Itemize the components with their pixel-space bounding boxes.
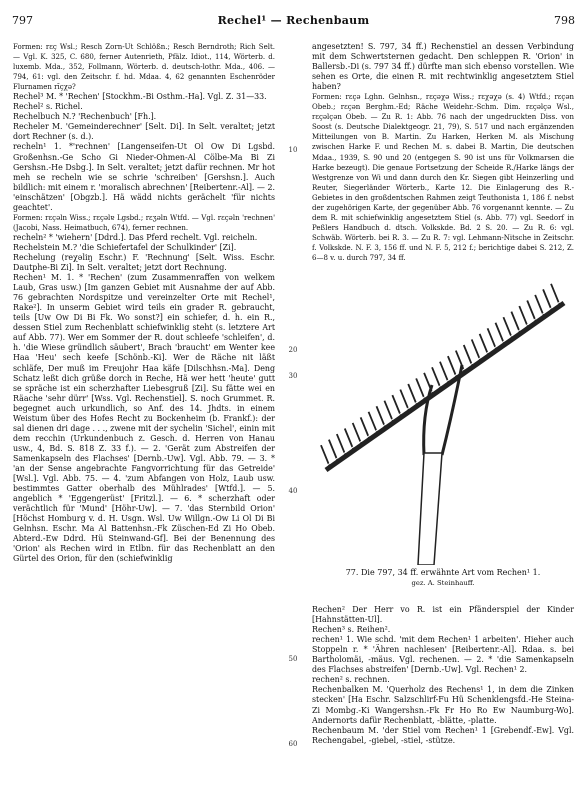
line-number: 60 xyxy=(288,740,298,748)
rake-illustration xyxy=(312,265,574,565)
rake-handle xyxy=(418,453,442,565)
entry-paragraph: Recheler M. 'Gemeinderechner' [Selt. Di]. In Selt. veraltet; jetzt dort Rechner (s. d.). xyxy=(13,122,275,142)
rake-brace xyxy=(442,365,462,455)
entry-paragraph: angesetzten! S. 797, 34 ff.) Rechenstiel an dessen Verbindung mit dem Schwertsternen gedacht. Den schleppen R. 'Orion' in Ballersb.-Di (s. 797 34 ff.) dürfte man sich ebenso vorstellen. Wie sehen es Orte, die einen R. mit rechtwinklig angesetztem Stiel haben? xyxy=(312,42,574,92)
left-column xyxy=(13,42,275,564)
entry-paragraph: Formen: rεçə Lghn. Gelnhsn., rεçəχə Wiss.; rεχəχə (s. 4) Wtfd.; rεçən Obeb.; rεçən Berghm.-Ed; Räche Weidehr.-Schm. Dim. rεçəlçə Wsl., rεçəlçən Obeb. — Zu R. 1: Abb. 76 nach der ungedruckten Diss. von Soost (s. Deutsche Dialektgeogr. 21, 79), S. 517 und nach ergänzenden Mitteilungen von B. Martin. Zu Harken, Herken M. als Mischung zwischen Harke F. und Rechen M. s. dabei B. Martin, Die deutschen Mdaa., 1939, S. 90 und 20 (entgegen S. 90 ist uns für Volkmarsen die Harke bezeugt). Die genaue Fortsetzung der Scheide R./Harke längs der Westgrenze von Wi und dann durch den Kr. Siegen gibt Heinzerling und Reuter, Siegerländer Wörterb., Karte 12. Die Einlagerung des R.-Gebietes in den großdentschen Rahmen zeigt Teuthonista 1, 186 f. nebst der zugehörigen Karte, der gegenüber Abb. 76 vorgenannt kennte. — Zu dem R. mit schiefwinklig angesetztem Stiel (s. Abb. 77) vgl. Seedorf in Peßlers Handbuch d. dtsch. Volkskde. Bd. 2 S. 20. — Zu R. 6: vgl. Schwäb. Wörterb. bei R. 3. — Zu R. 7: vgl. Lehmann-Nitsche in Zeitschr. f. Volkskde. N. F. 3, 156 ff. und N. F. 5, 212 f.; berichtige dabei S. 212, Z. 6—8 v. u. durch 797, 34 ff. xyxy=(312,93,574,262)
entry-paragraph: Rechel² s. Richel. xyxy=(13,102,83,112)
entry-paragraph: Formen: rεç Wsl.; Resch Zorn-Ut Schlößn.; Resch Berndroth; Rich Selt. — Vgl. K. 325, C. 680, ferner Autenrieth, Pfälz. Idiot., 114, Wörterb. d. luxemb. Mda., 352, Follmann, Wörterb. d. deutsch-lothr. Mda., 406. — 794, 61: vgl. den Zeitschr. f. hd. Mdaa. 4, 62 genannten Eschenröder Flurnamen rīçχə? xyxy=(13,43,275,92)
entry-paragraph: Rechen¹ M. 1. * 'Rechen' (zum Zusammenraffen von welkem Laub, Gras usw.) [Im ganzen Gebiet mit Ausnahme der auf Abb. 76 gebrachten Nordspitze und vereinzelter Orte mit Rechel¹, Rake²]. In unserm Gebiet wird teils ein grader R. gebraucht, teils [Uw Ow Di Bi Fk. Wo sonst?] ein schiefer, d. h. ein R., dessen Stiel zum Rechenblatt schiefwinklig steht (s. letztere Art auf Abb. 77). Wer em Sommer der R. dout schleefe 'schleifen', d. h. 'die Wiese gründlich säubert', Brach 'braucht' em Wenter kee Haa 'Heu' sech keefe [Schönb.-Ki]. Wer de Räche nit läßt schläfe, Der muß im Freujohr Haa käfe [Dilschhsn.-Ma]. Deng Schatz leßt dich grüße dorch in Reche, Hä wer hett 'heute' gutt se spräche ist ein scherzhafter Liebesgruß [Zi]. Su fätte wei en Räache 'sehr dürr' [Wss. Vgl. Rechenstiel]. S. noch Grummet. R. begegnet auch urkundlich, so Anf. des 14. Jhdts. in einem Weistum über des Hofes Recht zu Bockenheim (b. Frankf.): der sal dienen dri dage . . ., zwene mit der sychelin 'Sichel', einin mit dem recchin (Urkundenbuch z. Gesch. d. Herren von Hanau usw., 4, Bd. S. 818 Z. 33 f.). — 2. 'Gerät zum Abstreifen der Samenkapseln des Flachses' [Dernb.-Uw]. Vgl. Abb. 79. — 3. * 'an der Sense angebrachte Fangvorrichtung für das Getreide' [Wsl.]. Vgl. Abb. 75. — 4. 'zum Abfangen von Holz, Laub usw. bestimmtes Gatter oberhalb des Mühlrades' [Wtfd.]. — 5. angeblich * 'Eggengerüst' [Fritzl.]. — 6. * scherzhaft oder verächtlich für 'Mund' [Höhr-Uw]. — 7. 'das Sternbild Orion' [Höchst Homburg v. d. H. Usgn. Wsl. Uw Willgn.-Ow Li Ol Di Bi Gelnhsn. Eschr. Ma Al Battenhsn.-Fk Züschen-Ed Zi Ho Obeb. Abterd.-Ew Ddrd. Hü Steinwand-Gf]. Bei der Benennung des 'Orion' als Rechen wird in Etlbn. für das Rechenblatt an den Gürtel des Orion, für den (schiefwinklig xyxy=(13,273,275,564)
page-number-right: 798 xyxy=(554,14,575,27)
entry-paragraph: rechen¹ 1. Wie schd. 'mit dem Rechen¹ 1 arbeiten'. Hieher auch Stoppeln r. * 'Ähren nachlesen' [Reibertenr.-Al]. Rdaa. s. bei Bartholomäi, -mäus. Vgl. rechenen. — 2. * 'die Samenkapseln des Flachses abstreifen' [Dernb.-Uw]. Vgl. Rechen¹ 2. xyxy=(312,635,574,675)
line-number: 50 xyxy=(288,655,298,663)
right-column xyxy=(312,42,574,746)
entry-paragraph: rechen² s. rechnen. xyxy=(312,675,390,685)
entry-paragraph: Rechelstein M.? 'die Schiefertafel der Schulkinder' [Zi]. xyxy=(13,242,237,252)
figure-credit: gez. A. Steinhauff. xyxy=(411,578,475,587)
rake-figure xyxy=(312,265,574,605)
page-number-left: 797 xyxy=(12,14,33,27)
figure-caption: 77. Die 797, 34 ff. erwähnte Art vom Rechen¹ 1. xyxy=(345,568,541,578)
rake-tines xyxy=(321,284,560,467)
entry-paragraph: Formen: rεçəln Wiss.; rεçəlɐ Lgsbd.; rεʒəln Wtfd. — Vgl. rεçəln 'rechnen' (Jacobi, Nass. Heimatbuch, 674), ferner rechnen. xyxy=(13,213,275,232)
line-number: 40 xyxy=(288,487,298,495)
page-header xyxy=(12,14,575,30)
entry-paragraph: recheln² * 'wiehern' [Ddrd.]. Das Pferd rechelt. Vgl. reicheln. xyxy=(13,232,258,242)
entry-paragraph: Rechel³ M. * 'Rechen' [Stockhm.-Bi Osthm.-Ha]. Vgl. Z. 31—33. xyxy=(13,92,267,102)
line-number: 20 xyxy=(288,346,298,354)
entry-paragraph: Rechelung (reχəliŋ Eschr.) F. 'Rechnung' [Selt. Wiss. Eschr. Dautphe-Bi Zi]. In Selt. veraltet; jetzt dort Rechnung. xyxy=(13,252,275,273)
running-title: Rechel¹ — Rechenbaum xyxy=(217,14,370,27)
entry-paragraph: Rechenbaum M. 'der Stiel vom Rechen¹ 1 [Grebendf.-Ew]. Vgl. Rechengabel, -giebel, -stiel, -stütze. xyxy=(312,725,574,745)
entry-paragraph: Rechenbalken M. 'Querholz des Rechens¹ 1, in dem die Zinken stecken' [Ha Eschr. Salzschlirf-Fu Hü Schenklengsfd.-He Steina-Zi Mombg.-Ki Wangershsn.-Fk Fr Ho Ro Ew Naumburg-Wo]. Andernorts dafür Rechenblatt, -blätte, -platte. xyxy=(312,685,574,725)
entry-paragraph: Rechen³ s. Reihen². xyxy=(312,625,391,635)
entry-paragraph: Rechen² Der Herr vo R. ist ein Pfänderspiel der Kinder [Hahnstätten-Ul]. xyxy=(312,605,574,625)
entry-paragraph: recheln¹ 1. *'rechnen' [Langenseifen-Ut Ol Ow Di Lgsbd. Großenhsn.-Ge Scho Gi Nieder-Ohmen-Al Cölbe-Ma Bi Zi Gershsn.-He Dsbg.]. In Selt. veraltet; jetzt dafür rechnen. Mr hot meh se recheln wie se schrie 'schreiben' [Gershsn.]. Auch bildlich: mit einem r. 'moralisch abrechnen' [Reibertenr.-Al]. — 2. 'einschätzen' [Obgzb.]. Hä wädd nichts gerächelt 'für nichts geachtet'. xyxy=(13,142,275,212)
entry-paragraph: Rechelbuch N.? 'Rechenbuch' [Fh.]. xyxy=(13,112,157,122)
line-number: 30 xyxy=(288,372,298,380)
line-number: 10 xyxy=(288,146,298,154)
